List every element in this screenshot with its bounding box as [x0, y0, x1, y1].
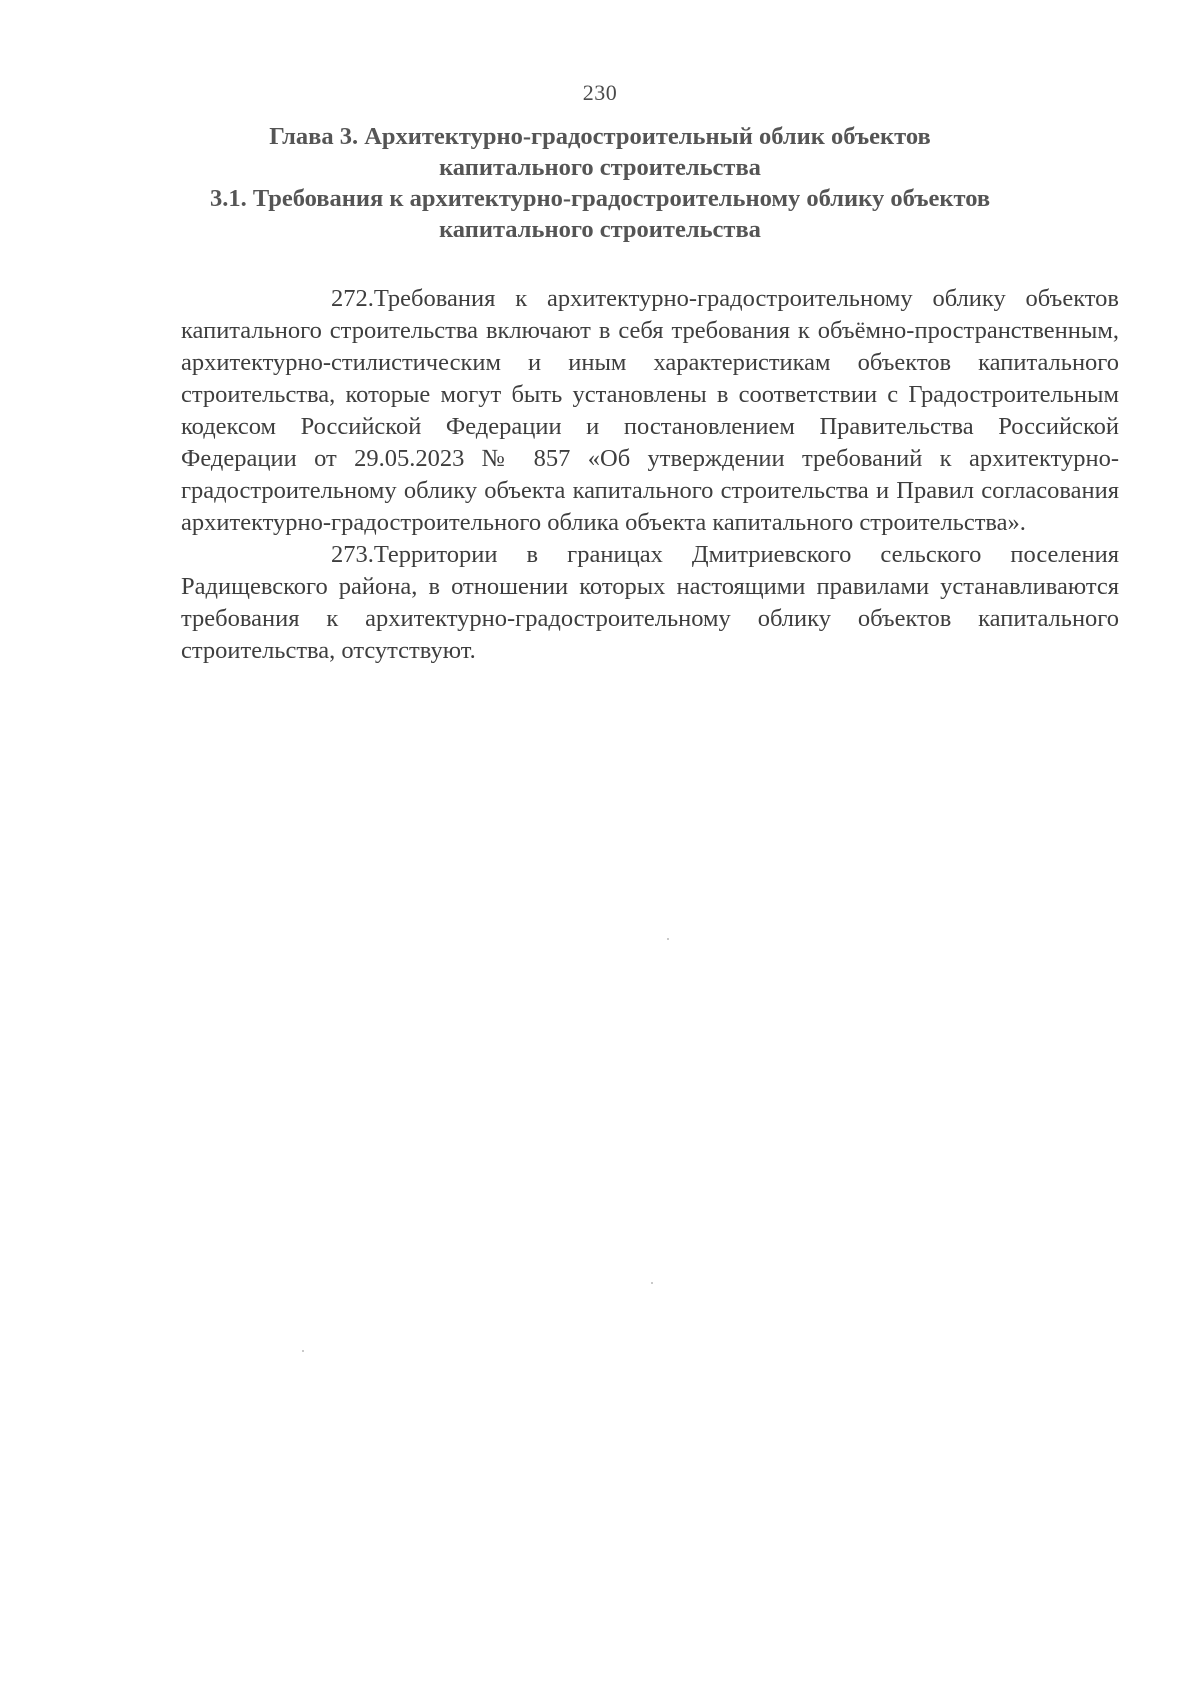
section-title-line-1: 3.1. Требования к архитектурно-градостроительному облику объектов	[209, 185, 991, 212]
chapter-title-line-1: Глава 3. Архитектурно-градостроительный облик объектов	[269, 123, 931, 150]
scan-speck	[651, 1282, 653, 1284]
body-text	[181, 283, 1119, 667]
paragraph-text: Требования к архитектурно-градостроительному облику объектов капитального строительства включают в себя требования к объёмно-пространственным, архитектурно-стилистическим и иным характеристикам объектов капитального строительства, которые могут быть установлены в соответствии с Градостроительным кодексом Российской Федерации и постановлением Правительства Российской Федерации от 29.05.2023 № 857 «Об утверждении требований к архитектурно-градостроительному облику объекта капитального строительства и Правил согласования архитектурно-градостроительного облика объекта капитального строительства».	[181, 285, 1119, 536]
paragraph-number: 273.	[331, 541, 374, 568]
scan-speck	[302, 1350, 304, 1352]
page-number: 230	[582, 80, 618, 105]
scan-speck	[667, 938, 669, 940]
paragraph-text: Территории в границах Дмитриевского сельского поселения Радищевского района, в отношении которых настоящими правилами устанавливаются требования к архитектурно-градостроительному облику объектов капитального строительства, отсутствуют.	[181, 541, 1119, 664]
headings-block	[150, 121, 1050, 245]
chapter-title-line-2: капитального строительства	[439, 154, 761, 181]
paragraph-number: 272.	[331, 285, 374, 312]
section-title-line-2: капитального строительства	[439, 216, 761, 243]
paragraph-272	[181, 283, 1119, 539]
paragraph-273	[181, 539, 1119, 667]
